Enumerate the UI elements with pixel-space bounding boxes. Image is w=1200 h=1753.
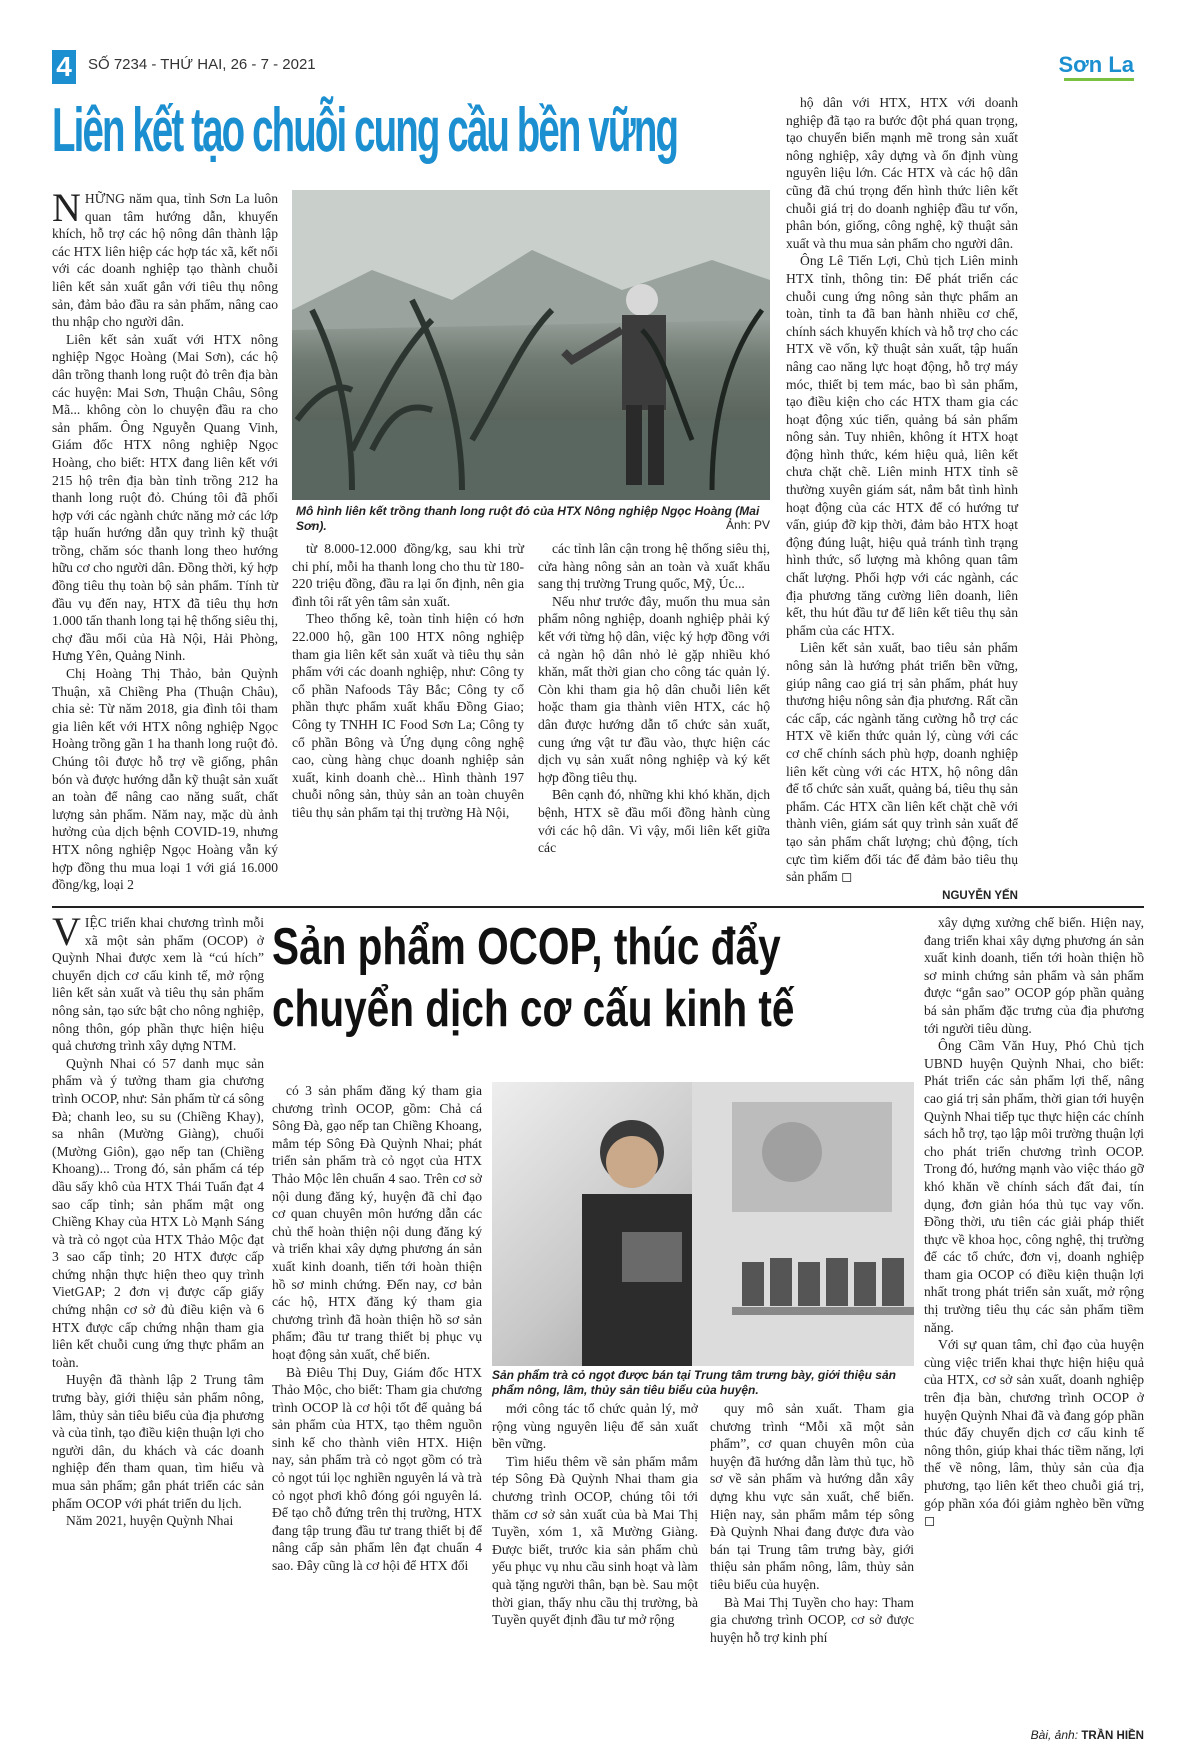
paragraph: xây dựng xưởng chế biến. Hiện nay, đang triển khai xây dựng phương án sản xuất kinh doanh, tiến tới hoàn thiện hồ sơ minh chứng sản phẩm và sản phẩm được “gắn sao” OCOP góp phần quảng bá sản phẩm đặc trưng của địa phương tới người tiêu dùng. [924,915,1144,1036]
paragraph: các tỉnh lân cận trong hệ thống siêu thị, cửa hàng nông sản an toàn và xuất khẩu sang thị trường Trung quốc, Mỹ, Úc... [538,541,770,592]
article1-column-4 [786,94,1018,886]
article1-column-3 [538,540,770,857]
article1-author: NGUYỄN YẾN [942,890,1018,902]
section-name[interactable]: Sơn La [1058,52,1134,77]
paragraph: Chị Hoàng Thị Thảo, bản Quỳnh Thuận, xã Chiềng Pha (Thuận Châu), chia sẻ: Từ năm 2018, gia đình tôi tham gia liên kết với HTX nông nghiệp Ngọc Hoàng trồng gần 1 ha thanh long ruột đỏ. Chúng tôi được hỗ trợ về giống, phân bón và được hướng dẫn kỹ thuật sản xuất an toàn để nâng cao năng suất, chất lượng sản phẩm. Năm nay, mặc dù ảnh hưởng của dịch bệnh COVID-19, nhưng HTX nông nghiệp Ngọc Hoàng vẫn ký hợp đồng thu mua loại 1 với giá 16.000 đồng/kg, loại 2 [52,666,278,893]
paragraph: Bên cạnh đó, những khi khó khăn, dịch bệnh, HTX sẽ đầu mối đồng hành cùng với các hộ dân. Vì vậy, mối liên kết giữa các [538,787,770,856]
paragraph: Với sự quan tâm, chỉ đạo của huyện cùng việc triển khai thực hiện hiệu quả của HTX, cơ sở sản xuất, doanh nghiệp trên địa bàn, chương trình OCOP ở huyện Quỳnh Nhai đã và đang góp phần thúc đẩy chuyển dịch cơ cấu kinh tế nông thôn, giúp khai thác tiềm năng, lợi thế về nông, lâm, thủy sản của địa phương, tạo liên kết theo chuỗi giá trị, góp phần xóa đói giảm nghèo bền vững ◻ [924,1337,1144,1529]
dragon-fruit-photo [292,190,770,500]
article-divider [52,906,1144,908]
article2-column-5 [924,914,1144,1530]
page-number: 4 [52,50,76,84]
paragraph: Ông Cầm Văn Huy, Phó Chủ tịch UBND huyện Quỳnh Nhai, cho biết: Phát triển các sản phẩm lợi thế, nâng cao giá trị sản phẩm, thời gian tới huyện Quỳnh Nhai tiếp tục thực hiện các chính sách hỗ trợ, tạo lập môi trường thuận lợi cho phát triển chương trình OCOP. Trong đó, hướng mạnh vào việc tháo gỡ khó khăn về chính sách đất đai, tín dụng, đơn giản hóa thủ tục vay vốn. Đồng thời, ưu tiên các giải pháp thiết thực về khoa học, công nghệ, thị trường để các tổ chức, đơn vị, doanh nghiệp tham gia OCOP có điều kiện thuận lợi nhất trong phát triển sản xuất, mở rộng thị trường tiêu thụ các sản phẩm tiềm năng. [924,1038,1144,1335]
article1-photo-credit: Ảnh: PV [725,518,770,532]
paragraph: NHỮNG năm qua, tỉnh Sơn La luôn quan tâm hướng dẫn, khuyến khích, hỗ trợ các hộ nông dân thành lập các HTX liên hiệp các hợp tác xã, kết nối với các doanh nghiệp tạo thành chuỗi liên kết sản xuất gắn với tiêu thụ nông sản, đảm bảo đầu ra sản phẩm, nâng cao thu nhập cho người dân. [52,185,278,330]
paragraph: Năm 2021, huyện Quỳnh Nhai [66,1513,234,1529]
paragraph: Bà Mai Thị Tuyền cho hay: Tham gia chương trình OCOP, cơ sở được huyện hỗ trợ kinh phí [710,1594,914,1645]
paragraph: Theo thống kê, toàn tỉnh hiện có hơn 22.000 hộ, gần 100 HTX nông nghiệp tham gia liên kết sản xuất và tiêu thụ sản phẩm với các doanh nghiệp, như: Công ty cổ phần Nafoods Tây Bắc; Công ty cổ phần thực phẩm xuất khẩu Đồng Giao; Công ty TNHH IC Food Sơn La; Công ty cổ phần Bông và Ứng dụng công nghệ cao, cùng hàng chục doanh nghiệp sản xuất, kinh doanh chè... Hình thành 197 chuỗi nông sản, thủy sản an toàn chuyên tiêu thụ sản phẩm tại thị trường Hà Nội, [292,611,524,820]
paragraph: quy mô sản xuất. Tham gia chương trình “Mỗi xã một sản phẩm”, cơ quan chuyên môn của huyện đã hướng dẫn làm thủ tục, hồ sơ về sản phẩm và hướng dẫn xây dựng khu vực sản xuất, chế biến. Hiện nay, sản phẩm mắm tép sông Đà Quỳnh Nhai đang được đưa vào bán tại Trung tâm trưng bày, giới thiệu sản phẩm nông, lâm, thủy sản tiêu biểu của huyện. [710,1401,914,1592]
ocop-shop-illustration [492,1082,914,1366]
paragraph: mới công tác tổ chức quản lý, mở rộng vùng nguyên liệu để sản xuất bền vững. [492,1401,698,1452]
paragraph: có 3 sản phẩm đăng ký tham gia chương trình OCOP, gồm: Chả cá Sông Đà, gạo nếp tan Chiềng Khoang, mắm tép Sông Đà Quỳnh Nhai; phát triển sản phẩm trà cỏ ngọt của HTX Thảo Mộc lên chuẩn 4 sao. Trên cơ sở nội dung đăng ký, huyện đã chỉ đạo cơ quan chuyên môn hướng dẫn các chủ thể hoàn thiện nội dung đăng ký và triển khai xây dựng phương án sản xuất kinh doanh, tiến tới hoàn thiện hồ sơ minh chứng. Đến nay, cơ bản các hộ, HTX đăng ký tham gia chương trình đã hoàn thiện hồ sơ sản phẩm; đầu tư trang thiết bị phục vụ hoạt động sản xuất, chế biến. [272,1083,482,1362]
paragraph: Ông Lê Tiến Lợi, Chủ tịch Liên minh HTX tỉnh, thông tin: Để phát triển các chuỗi cung ứng nông sản thực phẩm an toàn, tỉnh ta đã ban hành nhiều cơ chế, chính sách khuyến khích và hỗ trợ cho các HTX về vốn, kỹ thuật sản xuất, tập huấn nâng cao năng lực hoạt động, hỗ trợ máy móc, thiết bị tem mác, bao bì sản phẩm, tạo điều kiện cho các HTX tham gia các hoạt động xúc tiến, quảng bá sản phẩm nông sản. Tuy nhiên, không ít HTX hoạt động hình thức, kém hiệu quả, liên kết chưa chặt chẽ. Liên minh HTX tỉnh sẽ thường xuyên giám sát, nắm bắt tình hình hoạt động của các HTX để có hướng tư vấn, giúp đỡ kịp thời, đảm bảo HTX hoạt động đúng luật, hiệu quả tránh tình trạng hình thức, số lượng mà không quan tâm chất lượng. Phối hợp với các ngành, các địa phương tăng cường liên doanh, liên kết, thu hút đầu tư để liên kết tiêu thụ sản phẩm của các HTX. [786,253,1018,638]
article2-title-line-2: chuyển dịch cơ cấu kinh tế [272,980,795,1038]
issue-info: SỐ 7234 - THỨ HAI, 26 - 7 - 2021 [88,56,316,73]
drop-cap: N [52,185,81,230]
article2-column-1 [52,909,264,1530]
dragon-fruit-illustration [292,190,770,500]
article1-column-1 [52,185,278,894]
paragraph: Nếu như trước đây, muốn thu mua sản phẩm nông nghiệp, doanh nghiệp phải ký kết với từng hộ dân, việc ký hợp đồng với cả ngàn hộ dân nhỏ lẻ gặp nhiều khó khăn, mất thời gian cho công tác quản lý. Còn khi tham gia hộ dân chuỗi liên kết hoặc tham gia thành viên HTX, các hộ dân được hướng dẫn tổ chức sản xuất, cung ứng vật tư đầu vào, thực hiện các dịch vụ sản xuất nông nghiệp và ký kết hợp đồng tiêu thụ. [538,593,770,785]
article2-title [272,916,872,1040]
article2-photo-caption: Sản phẩm trà cỏ ngọt được bán tại Trung tâm trưng bày, giới thiệu sản phẩm nông, lâm, thủy sản tiêu biểu của huyện. [492,1368,896,1397]
section-underline [1064,78,1134,81]
paragraph: hộ dân với HTX, HTX với doanh nghiệp đã tạo ra bước đột phá quan trọng, tạo chuyển biến mạnh mẽ trong sản xuất nông nghiệp, xây dựng và ổn định vùng nguyên liệu lớn. Các HTX và các hộ dân cũng đã chú trọng đến hình thức liên kết chuỗi giá trị do doanh nghiệp đầu tư vốn, phân bón, giống, công nghệ, kỹ thuật sản xuất và thu mua sản phẩm cho người dân. [786,95,1018,251]
article1-column-2 [292,540,524,822]
article2-credit [900,1728,1144,1742]
article2-column-3 [492,1400,698,1629]
article1-title: Liên kết tạo chuỗi cung cầu bền vững [52,96,678,165]
article2-title-line-1: Sản phẩm OCOP, thúc đẩy [272,918,781,976]
paragraph: Bà Điêu Thị Duy, Giám đốc HTX Thảo Mộc, cho biết: Tham gia chương trình OCOP là cơ hội tốt để quảng bá sản phẩm của HTX, tạo thêm nguồn sinh kế cho thành viên HTX. Hiện nay, sản phẩm trà cỏ ngọt gồm có trà cỏ ngọt túi lọc nghiền nguyên lá và trà cỏ ngọt phơi khô đóng gói nguyên lá. Để tạo chỗ đứng trên thị trường, HTX đang tập trung đầu tư trang thiết bị để nâng cấp sản phẩm lên đạt chuẩn 4 sao. Đây cũng là cơ hội để HTX đổi [272,1364,482,1574]
ocop-product-photo [492,1082,914,1366]
paragraph: Liên kết sản xuất, bao tiêu sản phẩm nông sản là hướng phát triển bền vững, giúp nâng cao giá trị sản phẩm, phát huy thương hiệu nông sản địa phương. Rất cần các cấp, các ngành tăng cường hỗ trợ các HTX về kiến thức quản lý, cùng với các cơ chế chính sách phù hợp, doanh nghiệp liên kết cùng với các HTX, hộ nông dân để tổ chức sản xuất, quảng bá, tiêu thụ sản phẩm. Các HTX cần liên kết chặt chẽ với thành viên, giám sát quy trình sản xuất để tạo sản phẩm chất lượng; chủ động, tích cực tìm kiếm đối tác để đảm bảo tiêu thụ sản phẩm ◻ [786,640,1018,885]
paragraph: Quỳnh Nhai có 57 danh mục sản phẩm và ý tưởng tham gia chương trình OCOP, như: Sản phẩm từ cá sông Đà; chanh leo, su su (Chiềng Khay), sa nhân (Mường Giàng), chuối (Mường Giôn), gạo nếp tan (Chiềng Khoang)... Trong đó, sản phẩm cá tép dầu sấy khô của HTX Thái Tuấn đạt 4 sao cấp tỉnh; sản phẩm mật ong Chiềng Khay của HTX Lò Mạnh Sáng và trà cỏ ngọt của HTX Thảo Mộc đạt 3 sao cấp tỉnh; 20 HTX được cấp chứng nhận thực hiện theo quy trình VietGAP; 2 đơn vị được cấp giấy chứng nhận cơ sở đủ điều kiện và 6 HTX được cấp chứng nhận tham gia liên kết chuỗi cung ứng thực phẩm an toàn. [52,1055,264,1370]
article2-credit-prefix: Bài, ảnh: [1030,1728,1079,1742]
article2-column-2 [272,1082,482,1575]
drop-cap: V [52,909,81,954]
paragraph: Tìm hiểu thêm về sản phẩm mắm tép Sông Đà Quỳnh Nhai tham gia chương trình OCOP, chúng tôi tới thăm cơ sở sản xuất của bà Mai Thị Tuyền, xóm 1, xã Mường Giàng. Được biết, trước kia sản phẩm chủ yếu phục vụ nhu cầu sinh hoạt và làm quà tặng người thân, bạn bè. Sau một thời gian, thấy nhu cầu thị trường, bà Tuyền quyết định đầu tư mở rộng [492,1453,698,1628]
paragraph: Huyện đã thành lập 2 Trung tâm trưng bày, giới thiệu sản phẩm nông, lâm, thủy sản tiêu biểu của địa phương và của tỉnh, tạo điều kiện thuận lợi cho người dân, du khách và các doanh nghiệp đến tham quan, tìm hiểu và mua sản phẩm; gắn phát triển các sản phẩm OCOP với phát triển du lịch. [52,1372,264,1511]
paragraph: VIỆC triển khai chương trình mỗi xã một sản phẩm (OCOP) ở Quỳnh Nhai được xem là “cú hích” chuyển dịch cơ cấu kinh tế, mở rộng liên kết sản xuất và tiêu thụ sản phẩm nông sản, tạo sức bật cho nông nghiệp, nông thôn, góp phần thực hiện hiệu quả chương trình xây dựng NTM. [52,909,264,1054]
article2-column-4 [710,1400,914,1646]
article2-author: TRẦN HIỀN [1081,1730,1144,1742]
article1-photo-caption: Mô hình liên kết trồng thanh long ruột đỏ của HTX Nông nghiệp Ngọc Hoàng (Mai Sơn). [296,504,760,533]
paragraph: từ 8.000-12.000 đồng/kg, sau khi trừ chi phí, mỗi ha thanh long cho thu từ 180-220 triệu đồng, đầu ra lại ổn định, nên gia đình tôi rất yên tâm sản xuất. [292,541,524,609]
paragraph: Liên kết sản xuất với HTX nông nghiệp Ngọc Hoàng (Mai Sơn), các hộ dân trồng thanh long ruột đỏ trên địa bàn các huyện: Mai Sơn, Thuận Châu, Sông Mã... không còn lo chuyện đầu ra cho sản phẩm. Ông Nguyễn Quang Vinh, Giám đốc HTX nông nghiệp Ngọc Hoàng, cho biết: HTX đang liên kết với 215 hộ trên địa bàn tỉnh trồng 212 ha thanh long ruột đỏ. Chúng tôi đã phối hợp với các ngành chức năng mở các lớp tập huấn hướng dẫn quy trình kỹ thuật trồng, chăm sóc thanh long theo hướng hữu cơ cho người dân. Đồng thời, ký hợp đồng tiêu thụ toàn bộ sản phẩm. Tính từ đầu vụ đến nay, HTX đã tiêu thụ hơn 1.000 tấn thanh long tại hệ thống siêu thị, chợ đầu mối của Hà Nội, Hải Phòng, Hưng Yên, Quảng Ninh. [52,331,278,664]
